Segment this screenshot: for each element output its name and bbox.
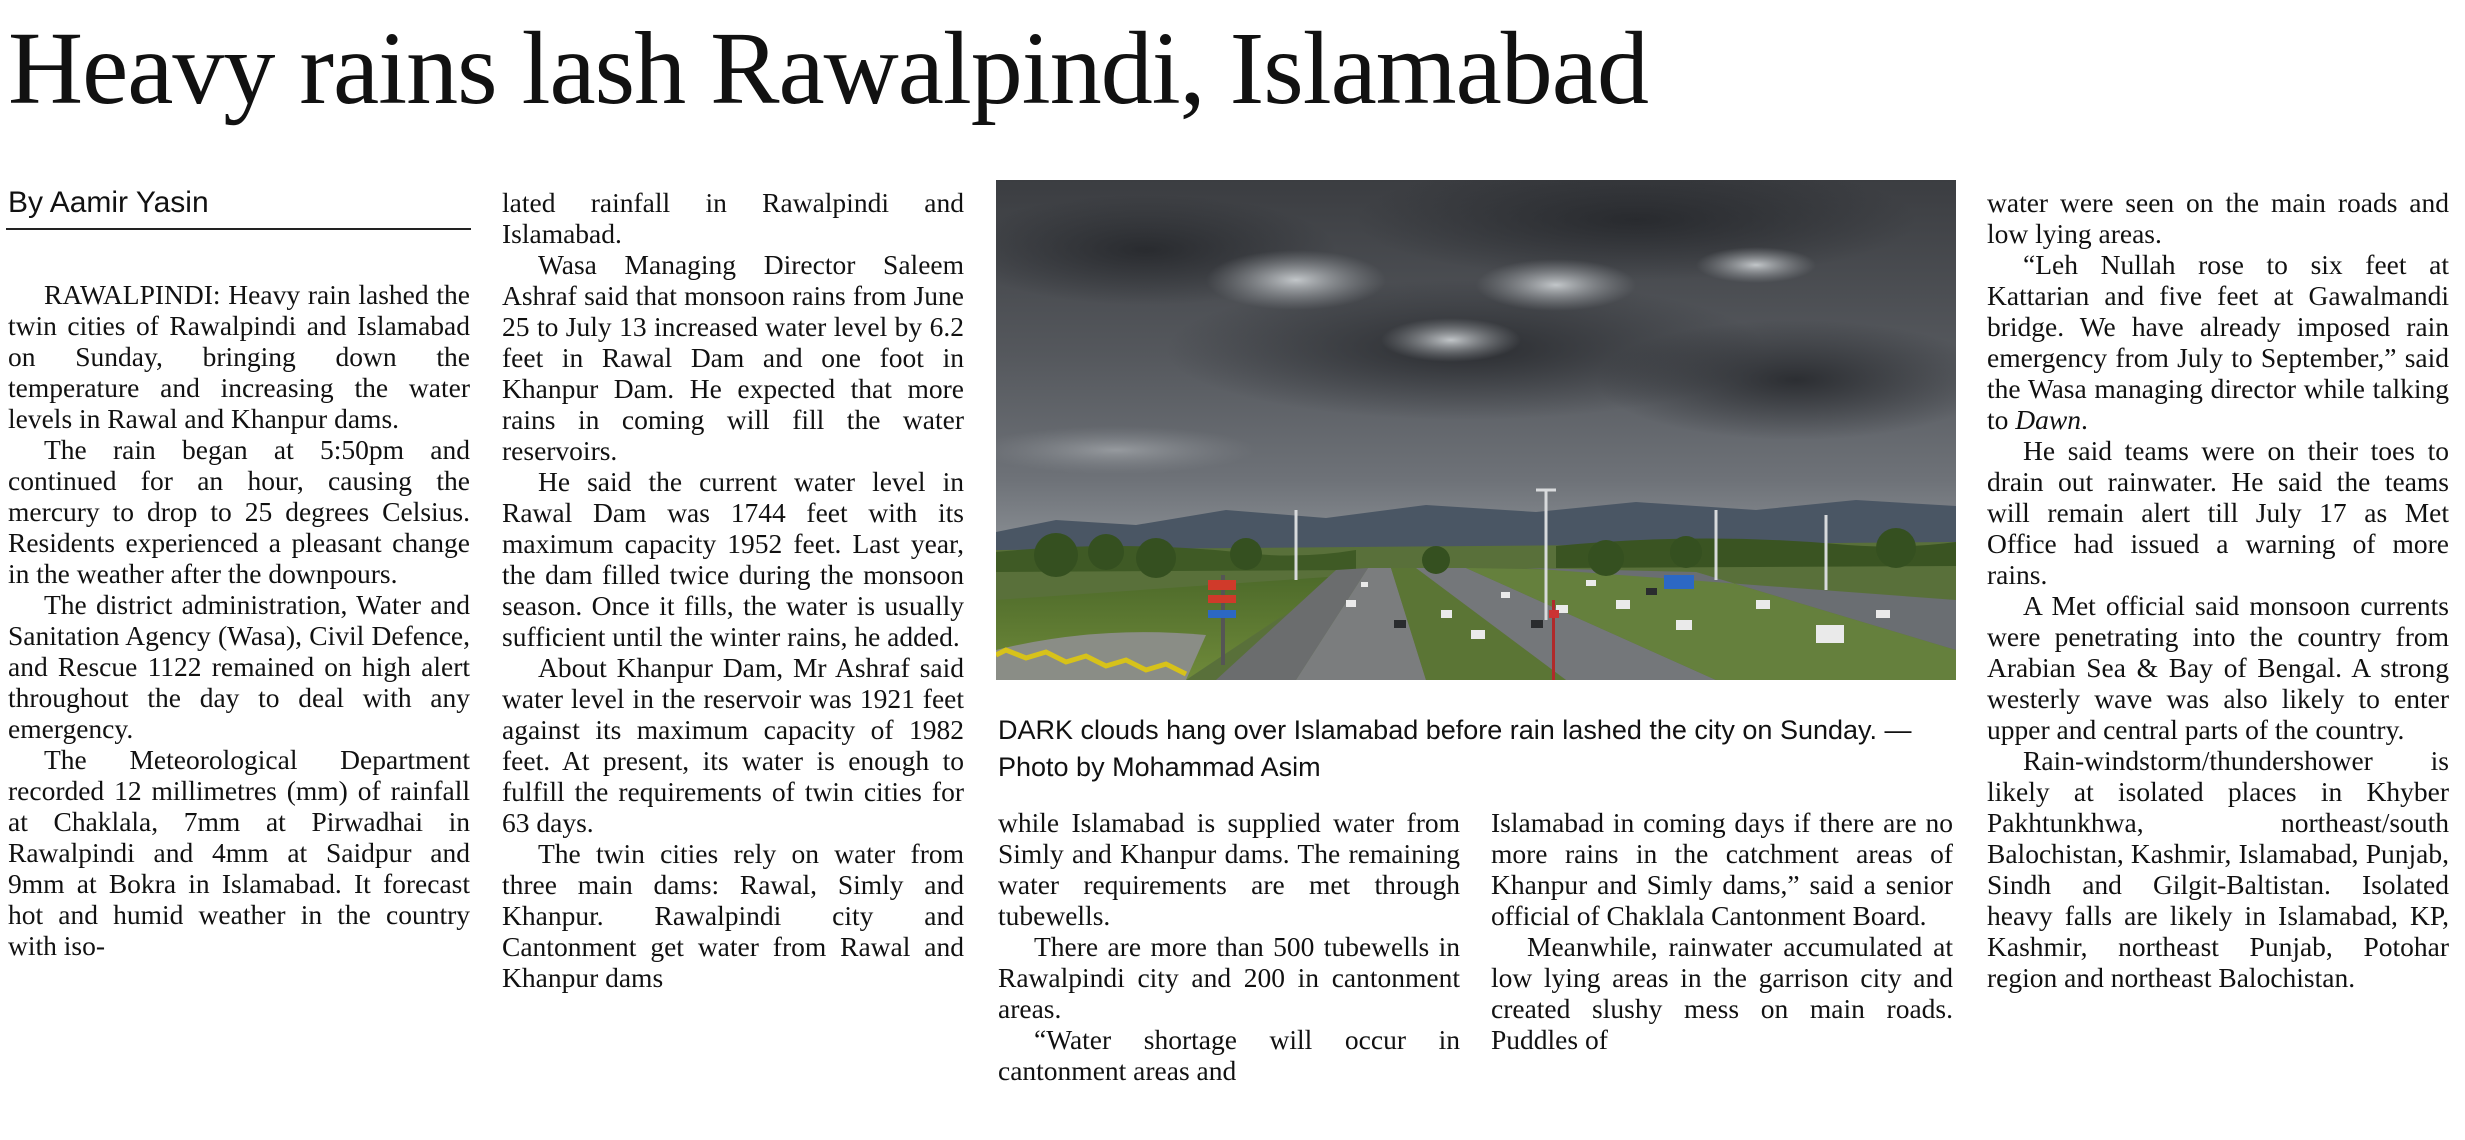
paragraph: He said the current water level in Rawal Dam was 1744 feet with its maximum capacity 1952 feet. Last year, the dam filled twice during the monsoon season. Once it fills, the water is usually sufficient until the winter rains, he added. xyxy=(502,466,964,652)
article-column-1 xyxy=(8,279,470,1137)
article-column-3 xyxy=(998,807,1460,1137)
paragraph: The rain began at 5:50pm and continued for an hour, causing the mercury to drop to 25 degrees Celsius. Residents experienced a pleasant change in the weather after the downpours. xyxy=(8,434,470,589)
paragraph: The Meteorological Department recorded 12 millimetres (mm) of rainfall at Chaklala, 7mm at Pirwadhai in Rawalpindi and 4mm at Saidpur and 9mm at Bokra in Islamabad. It forecast hot and humid weather in the country with iso- xyxy=(8,744,470,961)
paragraph: Rain-windstorm/thundershower is likely at isolated places in Khyber Pakhtunkhwa, northeast/south Balochistan, Kashmir, Islamabad, Punjab, Sindh and Gilgit-Baltistan. Isolated heavy falls are likely in Islamabad, KP, Kashmir, northeast Punjab, Potohar region and northeast Balochistan. xyxy=(1987,745,2449,993)
byline-divider xyxy=(6,228,471,230)
paragraph: while Islamabad is supplied water from Simly and Khanpur dams. The remaining water requirements are met through tubewells. xyxy=(998,807,1460,931)
paragraph: About Khanpur Dam, Mr Ashraf said water level in the reservoir was 1921 feet against its maximum capacity of 1982 feet. At present, its water is enough to fulfill the requirements of twin cities for 63 days. xyxy=(502,652,964,838)
paragraph xyxy=(1987,249,2449,435)
article-column-5 xyxy=(1987,187,2449,1137)
news-photo xyxy=(996,180,1956,680)
paragraph: A Met official said monsoon currents were penetrating into the country from Arabian Sea & Bay of Bengal. A strong westerly wave was also likely to enter upper and central parts of the country. xyxy=(1987,590,2449,745)
byline: By Aamir Yasin xyxy=(8,186,209,219)
photo-caption: DARK clouds hang over Islamabad before rain lashed the city on Sunday. — Photo by Mohammad Asim xyxy=(998,715,1912,782)
paragraph-text: . xyxy=(2080,404,2088,435)
paragraph: lated rainfall in Rawalpindi and Islamabad. xyxy=(502,187,964,249)
paragraph: There are more than 500 tubewells in Rawalpindi city and 200 in cantonment areas. xyxy=(998,931,1460,1024)
paragraph: water were seen on the main roads and low lying areas. xyxy=(1987,187,2449,249)
paragraph: The twin cities rely on water from three main dams: Rawal, Simly and Khanpur. Rawalpindi city and Cantonment get water from Rawal and Khanpur dams xyxy=(502,838,964,993)
paragraph: “Water shortage will occur in cantonment areas and xyxy=(998,1024,1460,1086)
publication-name: Dawn xyxy=(2015,404,2081,435)
paragraph: Meanwhile, rainwater accumulated at low lying areas in the garrison city and created slushy mess on main roads. Puddles of xyxy=(1491,931,1953,1055)
article-column-4 xyxy=(1491,807,1953,1137)
paragraph: Wasa Managing Director Saleem Ashraf said that monsoon rains from June 25 to July 13 increased water level by 6.2 feet in Rawal Dam and one foot in Khanpur Dam. He expected that more rains in coming will fill the water reservoirs. xyxy=(502,249,964,466)
paragraph: The district administration, Water and Sanitation Agency (Wasa), Civil Defence, and Rescue 1122 remained on high alert throughout the day to deal with any emergency. xyxy=(8,589,470,744)
paragraph: He said teams were on their toes to drain out rainwater. He said the teams will remain alert till July 17 as Met Office had issued a warning of more rains. xyxy=(1987,435,2449,590)
headline: Heavy rains lash Rawalpindi, Islamabad xyxy=(8,11,1648,126)
paragraph-text: “Leh Nullah rose to six feet at Kattarian and five feet at Gawalmandi bridge. We have already imposed rain emergency from July to September,” said the Wasa managing director while talking to xyxy=(1987,249,2449,435)
paragraph: RAWALPINDI: Heavy rain lashed the twin cities of Rawalpindi and Islamabad on Sunday, bringing down the temperature and increasing the water levels in Rawal and Khanpur dams. xyxy=(8,279,470,434)
article-column-2 xyxy=(502,187,964,1137)
paragraph: Islamabad in coming days if there are no more rains in the catchment areas of Khanpur and Simly dams,” said a senior official of Chaklala Cantonment Board. xyxy=(1491,807,1953,931)
